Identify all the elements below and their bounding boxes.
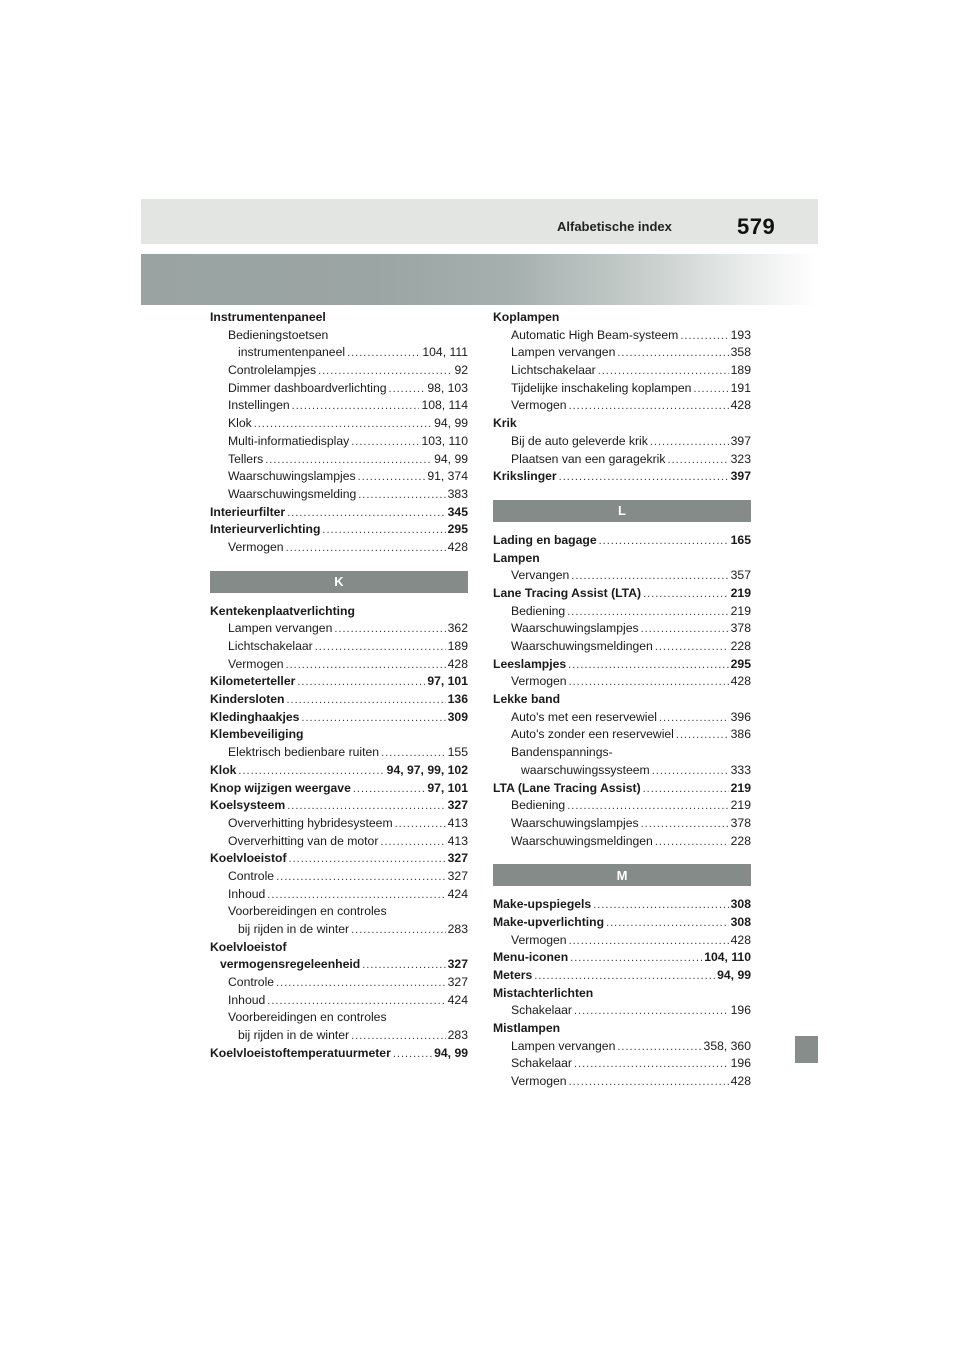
entry-label: Voorbereidingen en controles <box>228 904 387 919</box>
entry-label: Dimmer dashboardverlichting <box>228 380 387 395</box>
entry-label: Inhoud <box>228 992 266 1007</box>
index-entry <box>493 415 751 433</box>
entry-label: Waarschuwingslampjes <box>511 621 639 636</box>
entry-label: Waarschuwingslampjes <box>228 469 356 484</box>
entry-label: Koelvloeistof <box>210 939 287 954</box>
entry-label: bij rijden in de winter <box>238 1028 350 1043</box>
index-subentry <box>493 762 751 780</box>
page-reference[interactable]: 103, 110 <box>421 433 468 448</box>
index-entry <box>210 309 468 327</box>
entry-label: Instrumentenpaneel <box>210 310 326 324</box>
dot-leader <box>599 533 729 551</box>
index-entry <box>210 603 468 621</box>
entry-label: Krik <box>493 416 517 431</box>
entry-label: Voorbereidingen en controles <box>228 1010 387 1025</box>
page-reference[interactable]: 94, 99 <box>434 451 468 466</box>
page-reference[interactable]: 228 <box>730 833 751 848</box>
dot-leader <box>287 505 445 523</box>
index-entry <box>210 939 468 957</box>
index-subentry <box>210 638 468 656</box>
page-reference[interactable]: 428 <box>730 674 751 689</box>
entry-label: Plaatsen van een garagekrik <box>511 451 666 466</box>
entry-label: Lichtschakelaar <box>511 363 596 378</box>
index-subentry <box>210 815 468 833</box>
dot-leader <box>570 950 702 968</box>
page-reference[interactable]: 189 <box>730 363 751 378</box>
entry-label: Menu-iconen <box>493 950 569 965</box>
page-reference[interactable]: 219 <box>730 603 751 618</box>
entry-label: Koelvloeistoftemperatuurmeter <box>210 1045 391 1060</box>
entry-label: Klok <box>210 762 237 777</box>
dot-leader <box>693 381 728 399</box>
dot-leader <box>641 621 729 639</box>
entry-label: Elektrisch bedienbare ruiten <box>228 745 380 760</box>
entry-label: Lichtschakelaar <box>228 639 313 653</box>
section-header-m: M <box>493 864 751 886</box>
entry-label: Bij de auto geleverde krik <box>511 433 648 448</box>
page-reference[interactable]: 357 <box>730 568 751 583</box>
entry-label: Make-upspiegels <box>493 897 592 912</box>
entry-label: Vermogen <box>511 932 567 947</box>
index-subentry <box>493 833 751 851</box>
dot-leader <box>667 452 728 470</box>
dot-leader <box>347 345 420 363</box>
dot-leader <box>559 469 729 487</box>
index-entry <box>210 726 468 744</box>
index-entry <box>493 949 751 967</box>
index-subentry <box>210 415 468 433</box>
dot-leader <box>569 674 729 692</box>
index-entry <box>210 762 468 780</box>
index-subentry <box>493 327 751 345</box>
page-reference[interactable]: 362 <box>447 621 468 636</box>
entry-label: Mistlampen <box>493 1021 561 1036</box>
entry-label: Lane Tracing Assist (LTA) <box>493 585 642 600</box>
index-entry <box>210 709 468 727</box>
entry-label: Klok <box>228 416 252 431</box>
entry-label: Lampen vervangen <box>511 345 616 360</box>
page-number: 579 <box>737 214 776 239</box>
entry-label: Vermogen <box>228 539 284 554</box>
entry-label: Koelvloeistof <box>210 851 287 866</box>
index-entry <box>493 1020 751 1038</box>
index-entry <box>493 691 751 709</box>
entry-label: LTA (Lane Tracing Assist) <box>493 780 641 795</box>
dot-leader <box>292 398 420 416</box>
dot-leader <box>569 1074 729 1092</box>
index-subentry <box>493 1002 751 1020</box>
dot-leader <box>567 604 728 622</box>
index-entry <box>210 797 468 815</box>
page-reference[interactable]: 428 <box>730 932 751 947</box>
page-reference[interactable]: 378 <box>730 621 751 636</box>
page-reference[interactable]: 428 <box>730 1074 751 1089</box>
page-reference[interactable]: 428 <box>447 656 468 671</box>
dot-leader <box>652 763 729 781</box>
entry-label: Lading en bagage <box>493 532 597 547</box>
index-subentry <box>493 1038 751 1056</box>
entry-label: Controlelampjes <box>228 363 317 378</box>
dot-leader <box>676 727 729 745</box>
index-subentry <box>493 397 751 415</box>
index-entry <box>210 673 468 691</box>
index-subentry <box>493 603 751 621</box>
dot-leader <box>380 834 445 852</box>
entry-label: Bandenspannings- <box>511 745 613 760</box>
dot-leader <box>659 710 729 728</box>
dot-leader <box>655 834 729 852</box>
index-entry <box>210 850 468 868</box>
entry-label: Lampen vervangen <box>228 621 333 636</box>
index-subentry <box>210 886 468 904</box>
index-entry <box>493 468 751 486</box>
page-reference[interactable]: 327 <box>447 975 468 990</box>
entry-label: Kledinghaakjes <box>210 709 300 724</box>
dot-leader <box>567 798 728 816</box>
dot-leader <box>650 434 729 452</box>
page-reference[interactable]: 386 <box>730 727 751 742</box>
page-reference[interactable]: 193 <box>730 327 751 342</box>
index-subentry <box>210 956 468 974</box>
dot-leader <box>358 487 445 505</box>
index-subentry <box>210 539 468 557</box>
index-subentry <box>210 380 468 398</box>
entry-label: Oververhitting van de motor <box>228 833 379 848</box>
index-entry <box>493 309 751 327</box>
page-reference[interactable]: 378 <box>730 815 751 830</box>
dot-leader <box>254 416 432 434</box>
entry-label: Schakelaar <box>511 1056 572 1071</box>
index-subentry <box>210 921 468 939</box>
page-reference[interactable]: 219 <box>730 585 751 600</box>
index-subentry <box>210 974 468 992</box>
dot-leader <box>267 887 445 905</box>
page-reference[interactable]: 283 <box>447 922 468 936</box>
entry-label: Lampen vervangen <box>511 1038 616 1053</box>
dot-leader <box>606 915 729 933</box>
page-reference[interactable]: 308 <box>730 914 751 929</box>
dot-leader <box>287 798 445 816</box>
entry-label: Leeslampjes <box>493 656 567 671</box>
entry-label: Auto's met een reservewiel <box>511 709 657 724</box>
index-subentry <box>493 1073 751 1091</box>
index-subentry <box>210 1009 468 1027</box>
index-entry <box>493 896 751 914</box>
index-subentry <box>493 433 751 451</box>
entry-label: Klembeveiliging <box>210 727 304 742</box>
entry-label: Waarschuwingsmeldingen <box>511 833 653 848</box>
page-reference[interactable]: 327 <box>447 798 468 813</box>
entry-label: Make-upverlichting <box>493 914 605 929</box>
dot-leader <box>276 975 446 993</box>
index-subentry <box>210 362 468 380</box>
dot-leader <box>574 1003 729 1021</box>
page-reference[interactable]: 94, 99 <box>434 416 468 431</box>
page-reference[interactable]: 92 <box>454 363 468 378</box>
index-subentry <box>493 620 751 638</box>
dot-leader <box>568 657 728 675</box>
dot-leader <box>680 328 728 346</box>
dot-leader <box>353 781 425 799</box>
index-subentry <box>493 932 751 950</box>
dot-leader <box>617 1039 701 1057</box>
decorative-band <box>141 254 818 305</box>
page-reference[interactable]: 327 <box>447 957 468 972</box>
dot-leader <box>362 957 445 975</box>
section-header-l: L <box>493 500 751 522</box>
dot-leader <box>574 1056 729 1074</box>
index-subentry <box>210 868 468 886</box>
page-reference[interactable]: 345 <box>447 504 468 519</box>
page-reference[interactable]: 94, 99 <box>434 1045 468 1060</box>
page-reference[interactable]: 309 <box>447 709 468 724</box>
dot-leader <box>286 540 446 558</box>
page-reference[interactable]: 397 <box>730 469 751 484</box>
index-subentry <box>493 815 751 833</box>
page-reference[interactable]: 333 <box>730 762 751 777</box>
page-reference[interactable]: 413 <box>447 815 468 830</box>
index-subentry <box>210 451 468 469</box>
entry-label: instrumentenpaneel <box>238 345 346 360</box>
index-subentry <box>493 638 751 656</box>
dot-leader <box>351 1028 446 1046</box>
page-reference[interactable]: 94, 99 <box>717 968 751 982</box>
page-reference[interactable]: 413 <box>447 833 468 848</box>
entry-label: Bediening <box>511 603 566 618</box>
dot-leader <box>358 469 426 487</box>
page-reference[interactable]: 219 <box>730 798 751 813</box>
entry-label: Tellers <box>228 451 264 466</box>
page-reference[interactable]: 428 <box>447 539 468 554</box>
dot-leader <box>351 922 446 940</box>
index-subentry <box>493 744 751 762</box>
index-column-left <box>210 309 468 1063</box>
entry-label: Waarschuwingsmelding <box>228 486 357 501</box>
page-reference[interactable]: 97, 101 <box>427 674 468 689</box>
index-subentry <box>493 380 751 398</box>
index-subentry <box>210 744 468 762</box>
dot-leader <box>322 522 445 540</box>
entry-label: Vervangen <box>511 568 570 583</box>
index-entry <box>210 691 468 709</box>
dot-leader <box>301 710 445 728</box>
page-reference[interactable]: 396 <box>730 709 751 724</box>
index-subentry <box>210 620 468 638</box>
dot-leader <box>655 639 729 657</box>
entry-label: Controle <box>228 868 275 883</box>
entry-label: Lekke band <box>493 692 561 707</box>
page-reference[interactable]: 196 <box>730 1056 751 1071</box>
entry-label: Bedieningstoetsen <box>228 327 329 342</box>
entry-label: Kentekenplaatverlichting <box>210 603 355 618</box>
dot-leader <box>571 568 728 586</box>
index-entry <box>493 585 751 603</box>
dot-leader <box>334 621 445 639</box>
page-reference[interactable]: 94, 97, 99, 102 <box>386 762 468 777</box>
index-subentry <box>210 433 468 451</box>
entry-label: Oververhitting hybridesysteem <box>228 815 393 830</box>
entry-label: Instellingen <box>228 398 290 413</box>
dot-leader <box>617 345 728 363</box>
dot-leader <box>318 363 452 381</box>
entry-label: Auto's zonder een reservewiel <box>511 727 674 742</box>
index-subentry <box>210 1027 468 1045</box>
page-reference[interactable]: 327 <box>447 868 468 883</box>
page-reference[interactable]: 323 <box>730 451 751 466</box>
index-entry <box>493 550 751 568</box>
page-reference[interactable]: 196 <box>730 1003 751 1018</box>
index-entry <box>210 780 468 798</box>
dot-leader <box>297 674 425 692</box>
index-subentry <box>493 709 751 727</box>
index-entry <box>210 1045 468 1063</box>
index-subentry <box>210 656 468 674</box>
page-reference[interactable]: 308 <box>730 897 751 912</box>
index-subentry <box>210 992 468 1010</box>
page-reference[interactable]: 98, 103 <box>427 380 468 395</box>
index-subentry <box>210 327 468 345</box>
entry-label: Inhoud <box>228 886 266 901</box>
dot-leader <box>395 816 446 834</box>
header-bar <box>141 199 818 244</box>
index-subentry <box>210 833 468 851</box>
page-reference[interactable]: 283 <box>447 1028 468 1043</box>
index-subentry <box>493 726 751 744</box>
entry-label: Vermogen <box>511 674 567 689</box>
entry-label: Vermogen <box>511 1074 567 1089</box>
entry-label: Waarschuwingslampjes <box>511 815 639 830</box>
page-reference[interactable]: 104, 110 <box>704 950 751 965</box>
entry-label: Koelsysteem <box>210 798 286 813</box>
page-reference[interactable]: 327 <box>447 851 468 866</box>
dot-leader <box>381 745 446 763</box>
index-entry <box>493 656 751 674</box>
page-reference[interactable]: 424 <box>447 886 468 901</box>
entry-label: Mistachterlichten <box>493 985 594 1000</box>
index-subentry <box>210 397 468 415</box>
index-subentry <box>210 468 468 486</box>
index-subentry <box>493 567 751 585</box>
dot-leader <box>351 434 419 452</box>
page-reference[interactable]: 108, 114 <box>421 398 468 413</box>
page-reference[interactable]: 165 <box>730 532 751 547</box>
index-subentry <box>493 797 751 815</box>
index-subentry <box>493 344 751 362</box>
page-reference[interactable]: 295 <box>730 656 751 671</box>
index-subentry <box>493 1055 751 1073</box>
page-reference[interactable]: 189 <box>447 639 468 653</box>
entry-label: Interieurfilter <box>210 504 286 519</box>
dot-leader <box>534 968 715 986</box>
index-entry <box>493 967 751 985</box>
dot-leader <box>569 398 729 416</box>
page-reference[interactable]: 191 <box>730 380 751 395</box>
dot-leader <box>267 993 445 1011</box>
dot-leader <box>238 763 384 781</box>
entry-label: Knop wijzigen weergave <box>210 780 351 795</box>
entry-label: bij rijden in de winter <box>238 922 350 936</box>
index-subentry <box>210 486 468 504</box>
page-reference[interactable]: 228 <box>730 639 751 653</box>
dot-leader <box>641 816 729 834</box>
index-entry <box>493 985 751 1003</box>
page-reference[interactable]: 424 <box>447 992 468 1007</box>
page-reference[interactable]: 295 <box>447 522 468 537</box>
index-subentry <box>493 673 751 691</box>
entry-label: Lampen <box>493 550 540 565</box>
entry-label: Meters <box>493 968 533 982</box>
page-reference[interactable]: 91, 374 <box>427 469 468 484</box>
dot-leader <box>276 869 446 887</box>
index-subentry <box>493 362 751 380</box>
entry-label: Koplampen <box>493 310 560 324</box>
entry-label: Schakelaar <box>511 1003 572 1018</box>
page-reference[interactable]: 358, 360 <box>703 1038 751 1053</box>
page-reference[interactable]: 383 <box>447 486 468 501</box>
dot-leader <box>315 639 446 657</box>
dot-leader <box>287 692 446 710</box>
entry-label: Krikslinger <box>493 469 557 484</box>
entry-label: Automatic High Beam-systeem <box>511 327 679 342</box>
entry-label: Interieurverlichting <box>210 522 321 537</box>
index-subentry <box>210 903 468 921</box>
dot-leader <box>643 586 729 604</box>
dot-leader <box>286 657 446 675</box>
entry-label: Waarschuwingsmeldingen <box>511 639 653 653</box>
page-reference[interactable]: 428 <box>730 398 751 413</box>
entry-label: Tijdelijke inschakeling koplampen <box>511 380 692 395</box>
entry-label: Kilometerteller <box>210 674 296 689</box>
dot-leader <box>389 381 426 399</box>
entry-label: Multi-informatiedisplay <box>228 433 350 448</box>
dot-leader <box>598 363 729 381</box>
page-reference[interactable]: 155 <box>447 745 468 760</box>
dot-leader <box>643 781 729 799</box>
entry-label: vermogensregeleenheid <box>220 957 361 972</box>
page-reference[interactable]: 358 <box>730 345 751 360</box>
index-entry <box>210 504 468 522</box>
dot-leader <box>289 851 446 869</box>
chapter-tab <box>795 1036 818 1063</box>
entry-label: Bediening <box>511 798 566 813</box>
index-entry <box>493 780 751 798</box>
dot-leader <box>569 933 729 951</box>
index-entry <box>493 914 751 932</box>
page-reference[interactable]: 104, 111 <box>422 345 468 360</box>
page-reference[interactable]: 397 <box>730 433 751 448</box>
entry-label: waarschuwingssysteem <box>521 762 650 777</box>
index-subentry <box>493 451 751 469</box>
page-reference[interactable]: 136 <box>447 692 468 707</box>
entry-label: Vermogen <box>228 656 284 671</box>
entry-label: Kindersloten <box>210 692 285 707</box>
section-header-k: K <box>210 571 468 593</box>
index-entry <box>210 521 468 539</box>
dot-leader <box>593 897 728 915</box>
dot-leader <box>393 1046 432 1064</box>
index-column-right <box>493 309 751 1091</box>
index-entry <box>493 532 751 550</box>
entry-label: Controle <box>228 975 275 990</box>
page-reference[interactable]: 219 <box>730 780 751 795</box>
dot-leader <box>265 452 432 470</box>
entry-label: Vermogen <box>511 398 567 413</box>
page-title: Alfabetische index <box>557 219 672 234</box>
index-subentry <box>210 344 468 362</box>
page-reference[interactable]: 97, 101 <box>427 780 468 795</box>
